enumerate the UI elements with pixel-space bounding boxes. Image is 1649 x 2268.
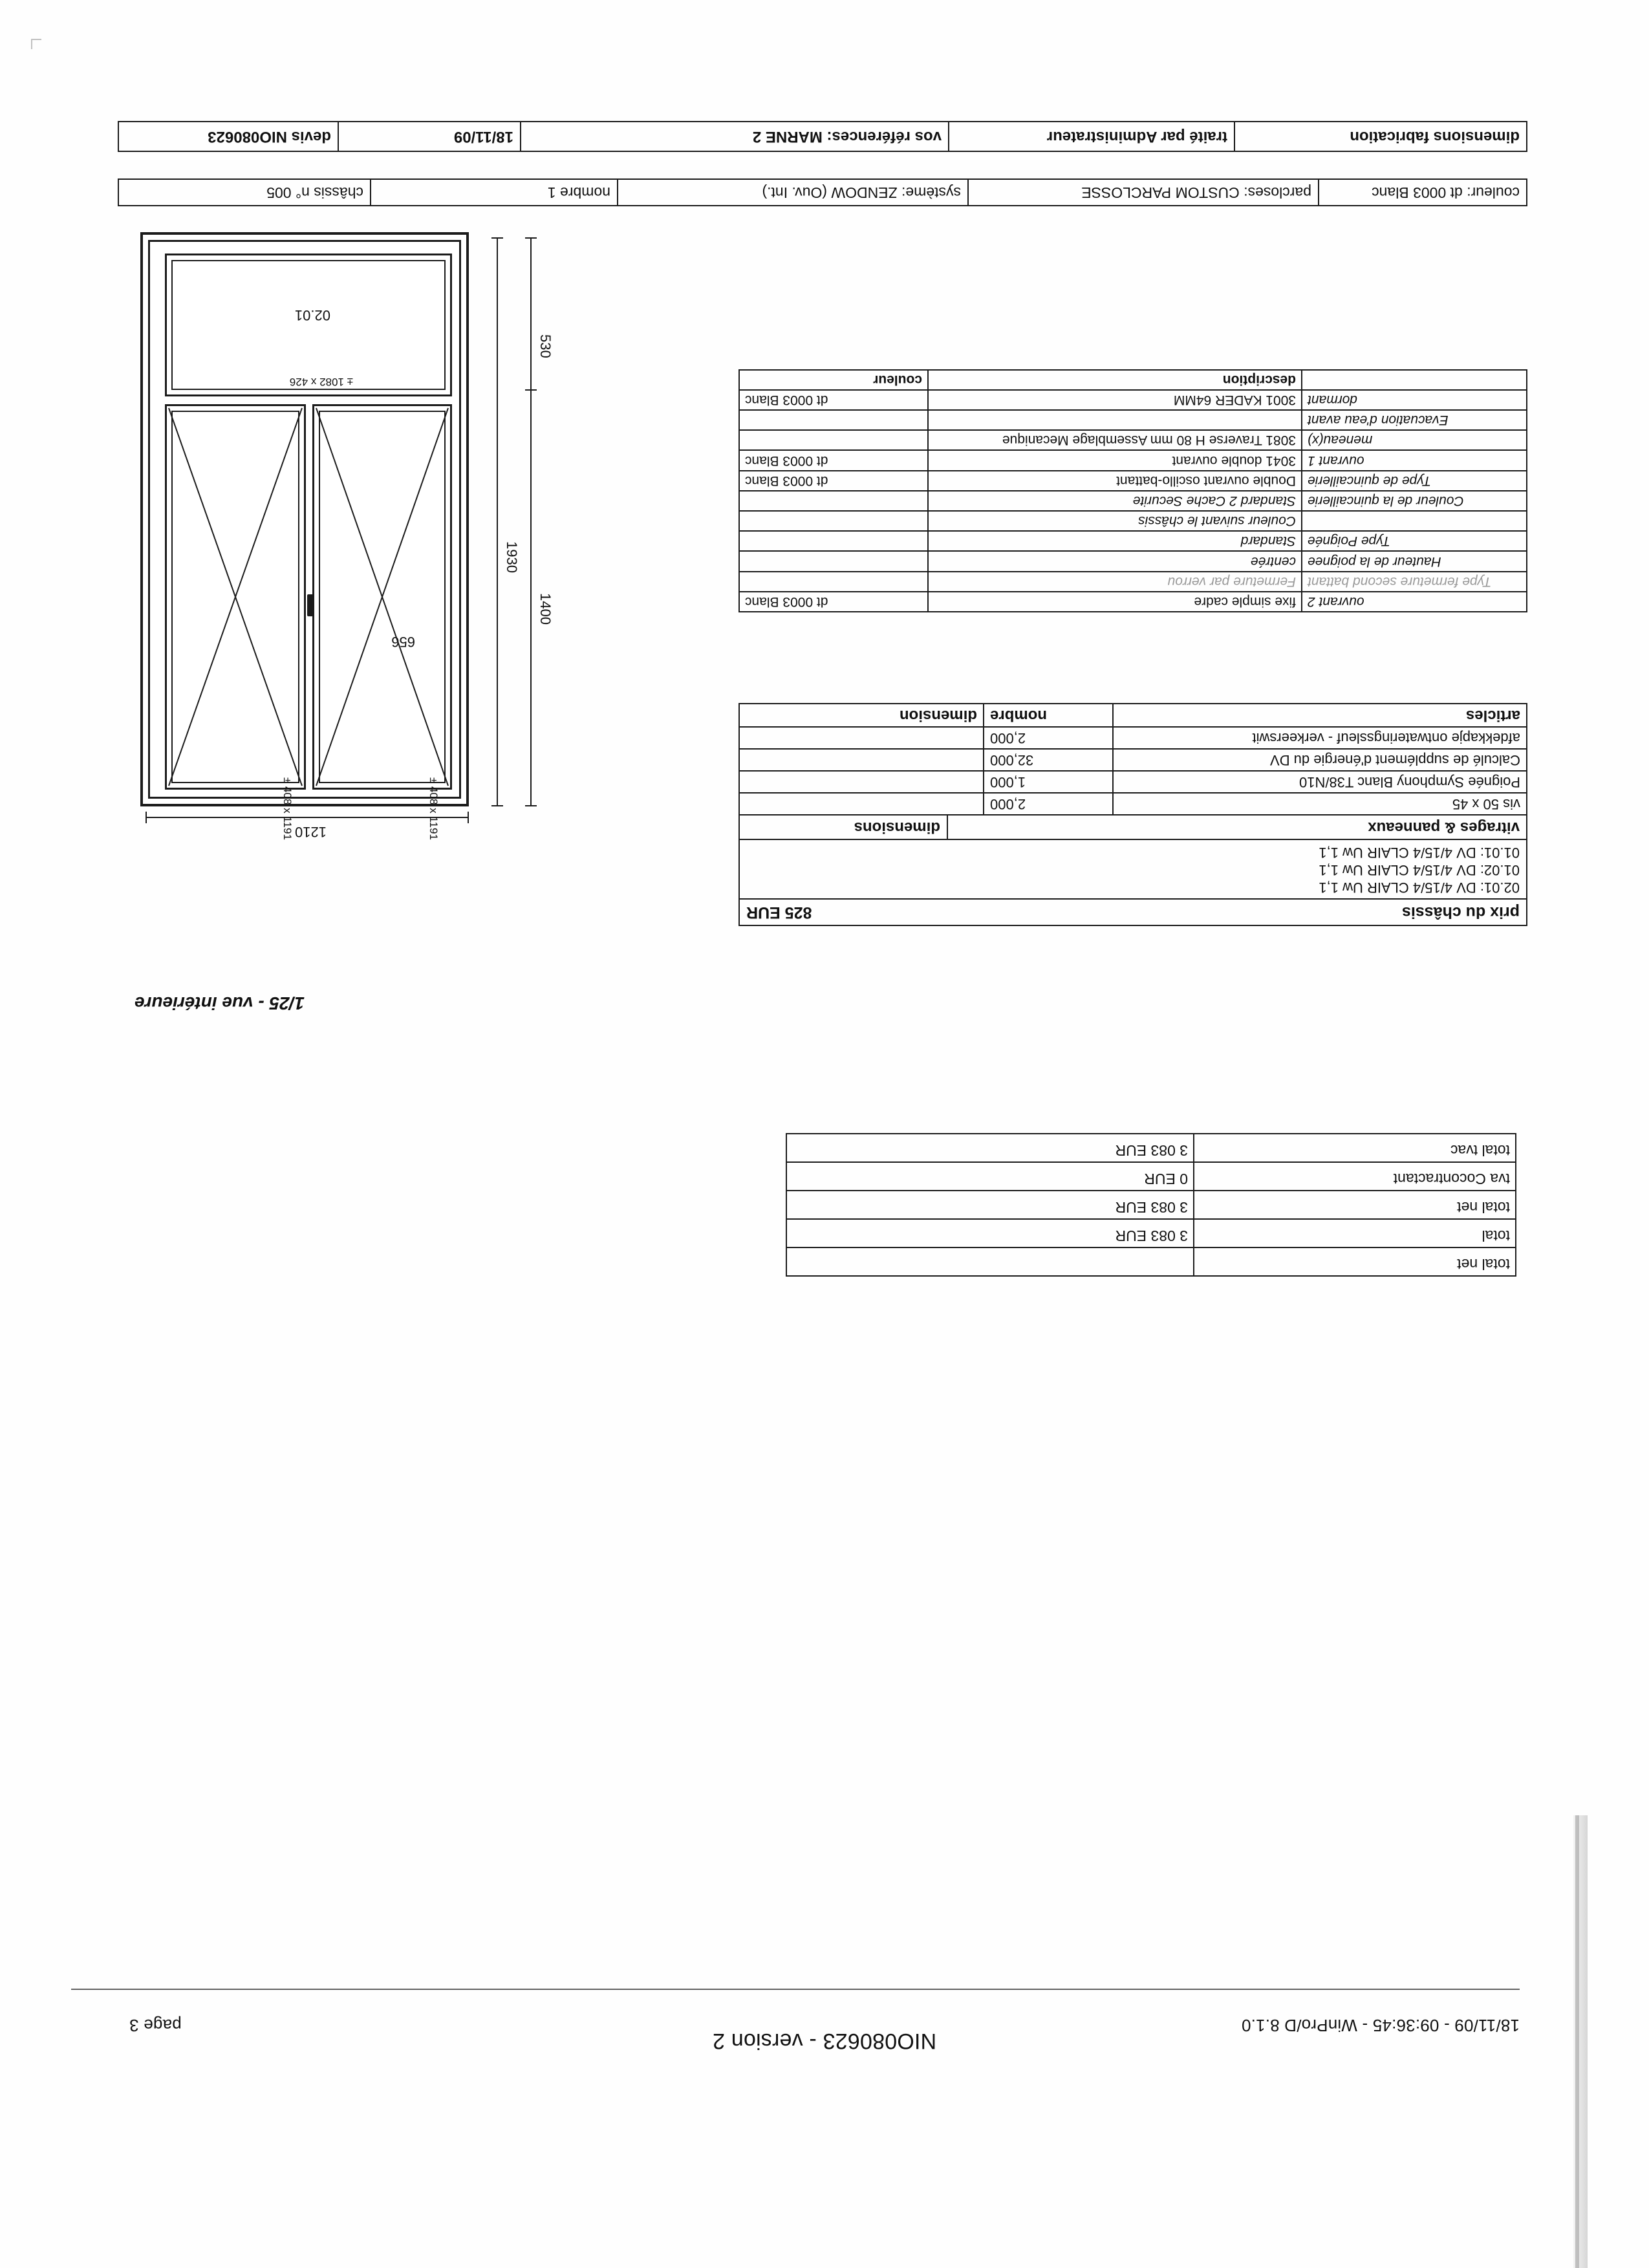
row-description: fixe simple cadre (928, 592, 1302, 612)
article-desc: afdekkapje ontwateringssleuf - verkeerswit (1113, 727, 1527, 749)
article-desc: vis 50 x 45 (1113, 793, 1527, 815)
total-tvac-value: 3 083 EUR (786, 1134, 1194, 1162)
row-colour: dt 0003 Blanc (739, 592, 928, 612)
glazing-header (738, 815, 1527, 840)
chassis-info-row (118, 178, 1527, 206)
article-desc: Poignée Symphony Blanc T38/N10 (1113, 771, 1527, 793)
article-dimension (739, 771, 984, 793)
row-param: Type Poignée (1302, 531, 1527, 551)
total-net-label: total net (1194, 1247, 1516, 1276)
table-row (739, 572, 1527, 592)
dim-width-line (146, 817, 469, 818)
price-row (738, 900, 1527, 926)
row-description: Couleur suivant le châssis (928, 511, 1302, 531)
handle-icon (307, 594, 314, 616)
opening-direction-icon (314, 406, 450, 788)
opening-direction-icon (167, 406, 304, 788)
table-row (739, 451, 1527, 471)
page-number: page 3 (129, 2016, 182, 2035)
row-description: 3001 KADER 64MM (928, 390, 1302, 410)
row-description (928, 410, 1302, 430)
table-row (739, 727, 1527, 749)
specs-block (738, 703, 1527, 926)
couleur-cell: couleur: dt 0003 Blanc (1319, 179, 1527, 206)
total-label: total (1194, 1219, 1516, 1247)
table-row (739, 430, 1527, 450)
row-colour: dt 0003 Blanc (739, 390, 928, 410)
dim-lower-height: 530 (537, 334, 554, 358)
table-header-row (739, 370, 1527, 390)
tva-label: tva Cocontractant (1194, 1162, 1516, 1191)
article-dimension (739, 727, 984, 749)
row-param: Couleur de la quincaillerie (1302, 491, 1527, 511)
table-row (786, 1219, 1516, 1247)
traite-par-cell: traité par Administrateur (949, 122, 1234, 151)
row-colour (739, 491, 928, 511)
total-net2-label: total net (1194, 1191, 1516, 1219)
row-description: 3041 double ouvrant (928, 451, 1302, 471)
table-row (739, 491, 1527, 511)
row-description: 3081 Traverse H 80 mm Assemblage Mecanique (928, 430, 1302, 450)
chassis-number-cell: châssis n° 005 (118, 179, 371, 206)
total-tvac-label: total tvac (1194, 1134, 1516, 1162)
dim-upper-height: 1400 (537, 593, 554, 625)
corner-mark (31, 39, 41, 49)
description-table (738, 369, 1527, 612)
references-cell: vos références: MARNE 2 (521, 122, 949, 151)
row-param (1302, 511, 1527, 531)
article-nombre: 1,000 (984, 771, 1113, 793)
glazing-title: vitrages & panneaux (947, 815, 1526, 839)
row-description: Double ouvrant oscillo-battant (928, 471, 1302, 491)
nombre-cell: nombre 1 (371, 179, 618, 206)
articles-table (738, 703, 1527, 815)
total-net-value (786, 1247, 1194, 1276)
table-row (739, 511, 1527, 531)
row-colour (739, 511, 928, 531)
article-desc: Calculé de supplément d'énergie du DV (1113, 749, 1527, 771)
articles-head-nombre: nombre (984, 704, 1113, 727)
glazing-item: 02.01: DV 4/15/4 CLAIR Uw 1,1 (1319, 880, 1520, 896)
dimensions-fabrication-cell: dimensions fabrication (1234, 122, 1527, 151)
parcloses-cell: parcloses: CUSTOM PARCLOSSE (968, 179, 1319, 206)
row-param: ouvrant 2 (1302, 592, 1527, 612)
panel-bottom (165, 254, 452, 396)
row-param: meneau(x) (1302, 430, 1527, 450)
table-row (786, 1247, 1516, 1276)
total-net2-value: 3 083 EUR (786, 1191, 1194, 1219)
dim-total-height-line (497, 237, 498, 806)
articles-head-desc: articles (1113, 704, 1527, 727)
article-nombre: 2,000 (984, 727, 1113, 749)
row-param: dormant (1302, 390, 1527, 410)
dim-lower-height-line (530, 237, 532, 389)
table-row (786, 1162, 1516, 1191)
window-drawing (123, 179, 576, 840)
table-row (786, 1191, 1516, 1219)
row-param: Evacuation d'eau avant (1302, 410, 1527, 430)
table-row (118, 179, 1527, 206)
table-header-row (739, 704, 1527, 727)
panel-bottom-ref: 02.01 (294, 307, 330, 323)
glazing-item: 01.01: DV 4/15/4 CLAIR Uw 1,1 (1319, 845, 1520, 861)
articles-head-dimension: dimension (739, 704, 984, 727)
header-rule (71, 1989, 1520, 1990)
row-colour: dt 0003 Blanc (739, 451, 928, 471)
table-row (739, 410, 1527, 430)
systeme-cell: système: ZENDOW (Ouv. Int.) (618, 179, 968, 206)
row-colour (739, 551, 928, 571)
article-dimension (739, 793, 984, 815)
table-row (118, 122, 1527, 151)
row-description: Fermeture par verrou (928, 572, 1302, 592)
table-row (739, 749, 1527, 771)
row-param: Type fermeture second battant (1302, 572, 1527, 592)
table-row (739, 771, 1527, 793)
price-label: prix du châssis (1401, 903, 1520, 922)
panel-bottom-dims: ± 1082 x 426 (289, 376, 353, 388)
table-row (739, 390, 1527, 410)
table-row (786, 1134, 1516, 1162)
sash-left-dims: ± 408 x 1191 (427, 777, 440, 840)
date-cell: 18/11/09 (338, 122, 521, 151)
table-row (739, 471, 1527, 491)
row-param: Hauteur de la poignee (1302, 551, 1527, 571)
row-colour (739, 572, 928, 592)
totals-block (786, 1133, 1516, 1277)
sash-right (165, 404, 306, 840)
table-row (739, 793, 1527, 815)
price-value: 825 EUR (746, 903, 812, 922)
row-description: Standard (928, 531, 1302, 551)
head-couleur: couleur (739, 370, 928, 390)
sash-left (312, 404, 452, 840)
article-nombre: 2,000 (984, 793, 1113, 815)
glazing-item: 01.02: DV 4/15/4 CLAIR Uw 1,1 (1319, 862, 1520, 879)
row-description: centrée (928, 551, 1302, 571)
row-colour (739, 531, 928, 551)
article-dimension (739, 749, 984, 771)
table-row (739, 551, 1527, 571)
dim-total-width: 1210 (295, 824, 327, 840)
tva-value: 0 EUR (786, 1162, 1194, 1191)
devis-number-cell: devis NIO080623 (118, 122, 338, 151)
row-colour: dt 0003 Blanc (739, 471, 928, 491)
dim-handle-height: 656 (391, 634, 415, 650)
head-description: description (928, 370, 1302, 390)
article-nombre: 32,000 (984, 749, 1113, 771)
glazing-items (738, 840, 1527, 900)
devis-info-row (118, 121, 1527, 152)
head-col1 (1302, 370, 1527, 390)
row-param: ouvrant 1 (1302, 451, 1527, 471)
row-description: Standard 2 Cache Securite (928, 491, 1302, 511)
table-row (739, 592, 1527, 612)
dim-total-height: 1930 (504, 541, 520, 573)
table-row (739, 531, 1527, 551)
row-param: Type de quincaillerie (1302, 471, 1527, 491)
row-colour (739, 410, 928, 430)
header-timestamp: 18/11/09 - 09:36:45 - WinPro/D 8.1.0 (1241, 2016, 1520, 2035)
document-title: NIO080623 - version 2 (712, 2029, 937, 2053)
view-scale-label: 1/25 - vue intérieure (135, 993, 305, 1013)
dim-upper-height-line (530, 389, 532, 806)
total-value: 3 083 EUR (786, 1219, 1194, 1247)
sash-right-dims: ± 408 x 1191 (281, 777, 294, 840)
row-colour (739, 430, 928, 450)
glazing-dimensions-header: dimensions (854, 818, 940, 836)
